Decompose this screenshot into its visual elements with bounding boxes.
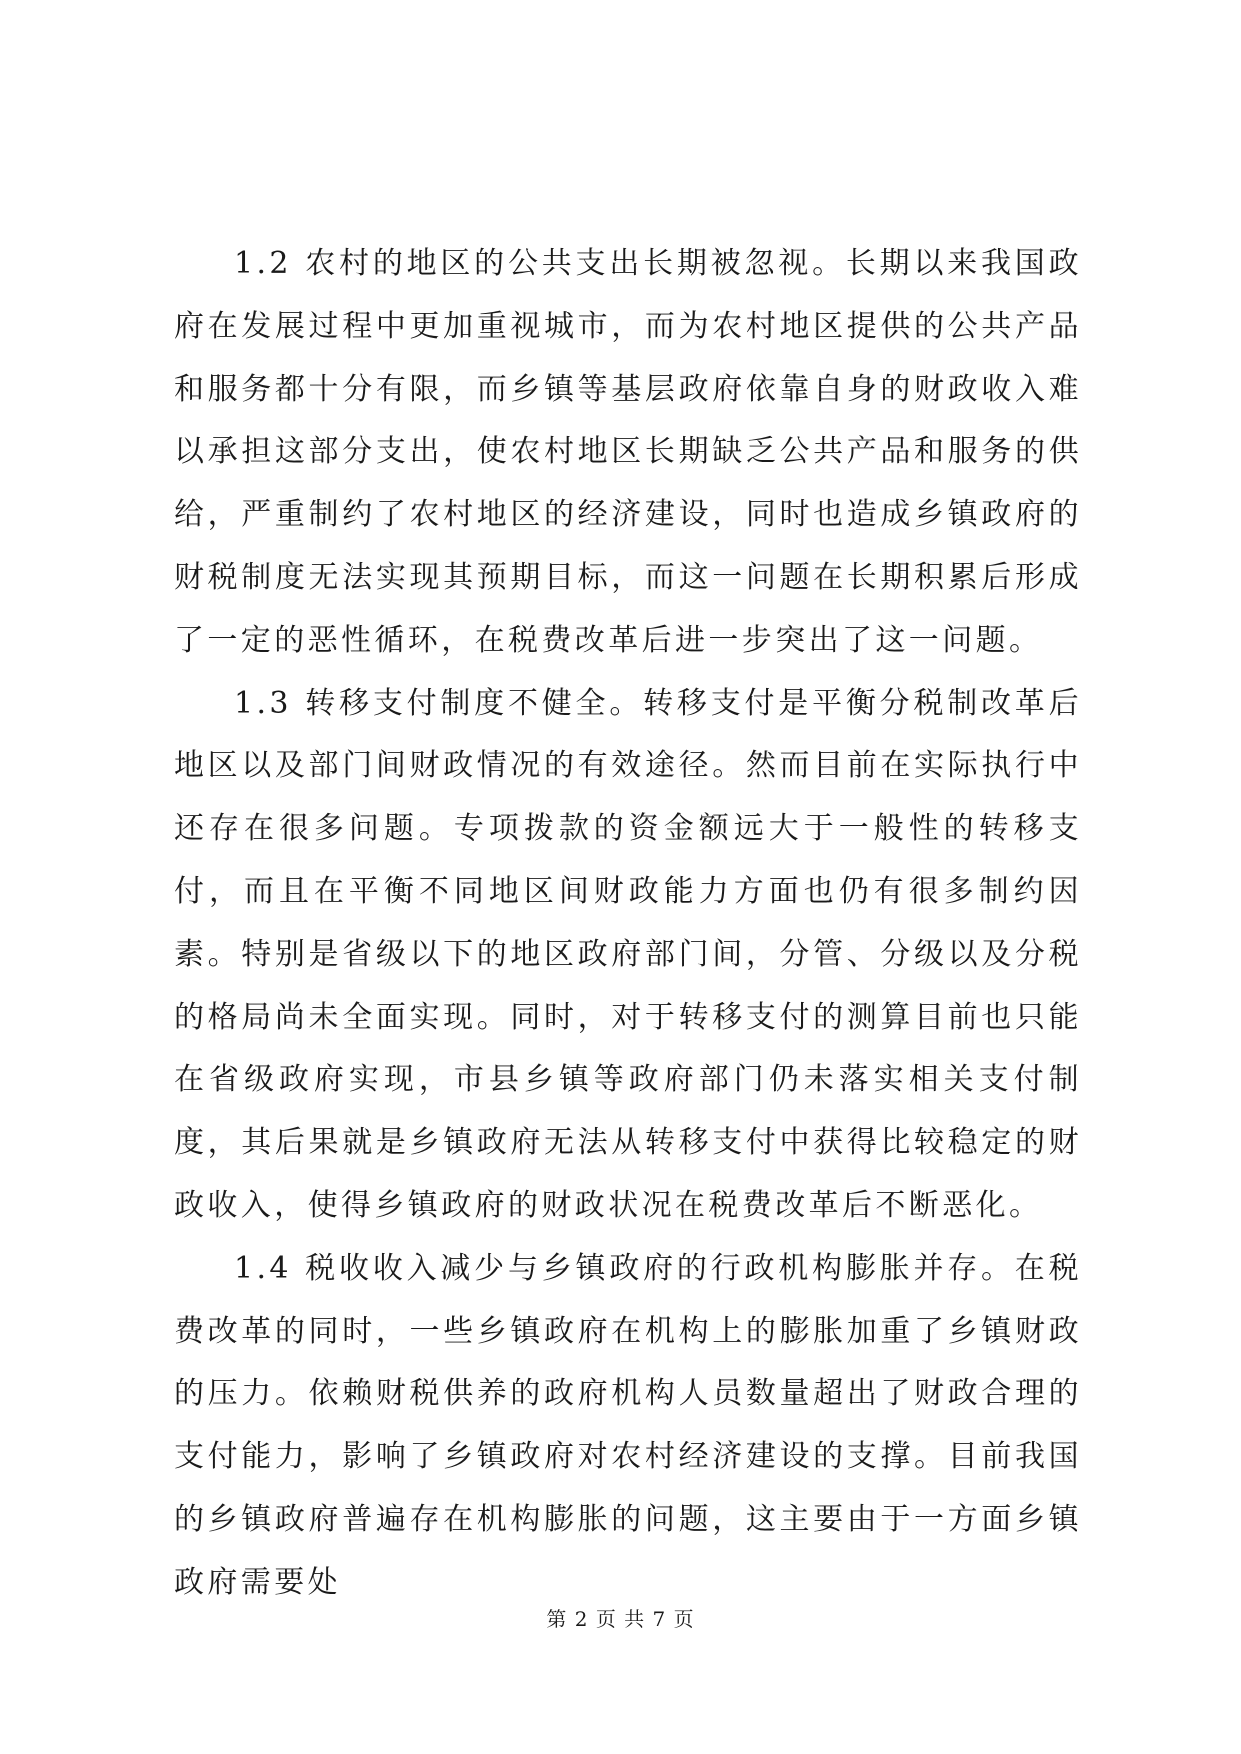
page-footer: 第 2 页 共 7 页 — [546, 1607, 695, 1631]
paragraph-1-3: 1.3 转移支付制度不健全。转移支付是平衡分税制改革后地区以及部门间财政情况的有效途径。然而目前在实际执行中还存在很多问题。专项拨款的资金额远大于一般性的转移支付，而且在平衡不同地区间财政能力方面也仍有很多制约因素。特别是省级以下的地区政府部门间，分管、分级以及分税的格局尚未全面实现。同时，对于转移支付的测算目前也只能在省级政府实现，市县乡镇等政府部门仍未落实相关支付制度，其后果就是乡镇政府无法从转移支付中获得比较稳定的财政收入，使得乡镇政府的财政状况在税费改革后不断恶化。 — [174, 685, 1082, 1223]
paragraph-1-2: 1.2 农村的地区的公共支出长期被忽视。长期以来我国政府在发展过程中更加重视城市，而为农村地区提供的公共产品和服务都十分有限，而乡镇等基层政府依靠自身的财政收入难以承担这部分支出，使农村地区长期缺乏公共产品和服务的供给，严重制约了农村地区的经济建设，同时也造成乡镇政府的财税制度无法实现其预期目标，而这一问题在长期积累后形成了一定的恶性循环，在税费改革后进一步突出了这一问题。 — [174, 246, 1082, 658]
paragraph-1-4: 1.4 税收收入减少与乡镇政府的行政机构膨胀并存。在税费改革的同时，一些乡镇政府在机构上的膨胀加重了乡镇财政的压力。依赖财税供养的政府机构人员数量超出了财政合理的支付能力，影响了乡镇政府对农村经济建设的支撑。目前我国的乡镇政府普遍存在机构膨胀的问题，这主要由于一方面乡镇政府需要处 — [174, 1250, 1082, 1600]
document-body — [174, 233, 1082, 1615]
